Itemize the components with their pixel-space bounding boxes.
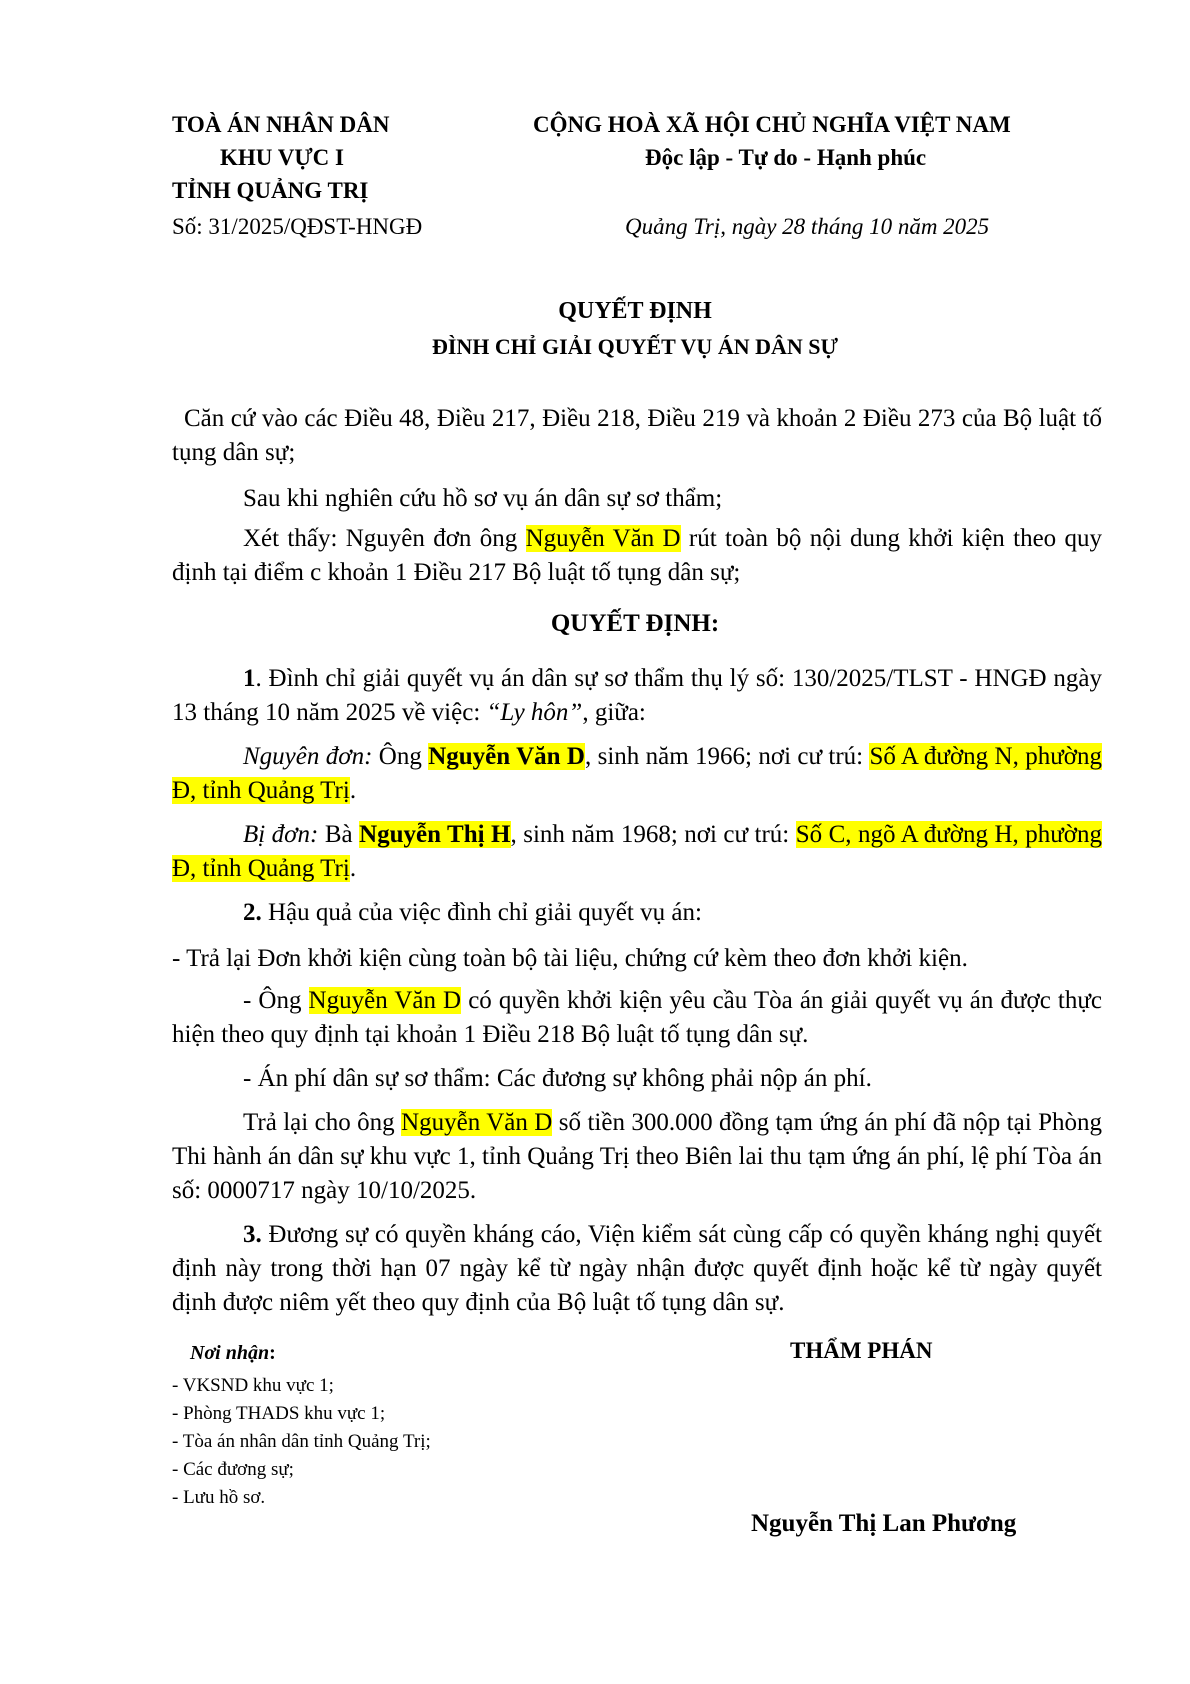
recipients-list <box>172 1372 431 1512</box>
recipient-item: - Các đương sự; <box>172 1459 294 1480</box>
recipient-item: - VKSND khu vực 1; <box>172 1375 334 1396</box>
issue-date: Quảng Trị, ngày 28 tháng 10 năm 2025 <box>625 214 990 239</box>
basis-paragraph-2: Sau khi nghiên cứu hồ sơ vụ án dân sự sơ thẩm; <box>243 485 723 512</box>
decision-item-1: 1. Đình chỉ giải quyết vụ án dân sự sơ thẩm thụ lý số: 130/2025/TLST - HNGĐ ngày 13 tháng 10 năm 2025 về việc: “Ly hôn”, giữa: <box>172 665 1102 726</box>
court-name-line1: TOÀ ÁN NHÂN DÂN <box>172 112 390 137</box>
recipient-item: - Lưu hồ sơ. <box>172 1487 266 1508</box>
document-subtitle: ĐÌNH CHỈ GIẢI QUYẾT VỤ ÁN DÂN SỰ <box>431 334 839 359</box>
decision-number: Số: 31/2025/QĐST-HNGĐ <box>172 214 423 239</box>
consequence-line-4: Trả lại cho ông Nguyễn Văn D số tiền 300.000 đồng tạm ứng án phí đã nộp tại Phòng Thi hành án dân sự khu vực 1, tỉnh Quảng Trị theo Biên lai thu tạm ứng án phí, lệ phí Tòa án số: 0000717 ngày 10/10/2025. <box>172 1109 1103 1204</box>
defendant-paragraph: Bị đơn: Bà Nguyễn Thị H, sinh năm 1968; nơi cư trú: Số C, ngõ A đường H, phường Đ, tỉnh Quảng Trị. <box>172 821 1102 882</box>
plaintiff-name-highlight-3: Nguyễn Văn D <box>401 1109 553 1136</box>
document-title: QUYẾT ĐỊNH <box>558 298 712 324</box>
consequence-line-2: - Ông Nguyễn Văn D có quyền khởi kiện yêu cầu Tòa án giải quyết vụ án được thực hiện theo quy định tại khoản 1 Điều 218 Bộ luật tố tụng dân sự. <box>172 987 1102 1048</box>
judge-name: Nguyễn Thị Lan Phương <box>751 1510 1017 1537</box>
basis-paragraph-1: Căn cứ vào các Điều 48, Điều 217, Điều 218, Điều 219 và khoản 2 Điều 273 của Bộ luật tố tụng dân sự; <box>172 405 1102 466</box>
decision-item-2: 2. Hậu quả của việc đình chỉ giải quyết vụ án: <box>243 899 702 926</box>
decision-heading: QUYẾT ĐỊNH: <box>550 610 720 637</box>
recipients-label: Nơi nhận: <box>190 1342 276 1364</box>
plaintiff-name-highlight-2: Nguyễn Văn D <box>308 987 462 1014</box>
recipient-item: - Tòa án nhân dân tỉnh Quảng Trị; <box>172 1431 431 1452</box>
nation-title: CỘNG HOÀ XÃ HỘI CHỦ NGHĨA VIỆT NAM <box>533 112 1011 137</box>
nation-motto: Độc lập - Tự do - Hạnh phúc <box>645 145 927 170</box>
plaintiff-name: Nguyễn Văn D <box>428 743 585 770</box>
plaintiff-paragraph: Nguyên đơn: Ông Nguyễn Văn D, sinh năm 1966; nơi cư trú: Số A đường N, phường Đ, tỉnh Quảng Trị. <box>172 743 1102 804</box>
basis-paragraph-3: Xét thấy: Nguyên đơn ông Nguyễn Văn D rút toàn bộ nội dung khởi kiện theo quy định tại điểm c khoản 1 Điều 217 Bộ luật tố tụng dân sự; <box>172 525 1102 586</box>
defendant-address: Số C, ngõ A đường H, phường Đ, tỉnh Quảng Trị <box>172 821 1102 882</box>
plaintiff-name-highlight: Nguyễn Văn D <box>525 525 681 552</box>
plaintiff-address: Số A đường N, phường Đ, tỉnh Quảng Trị <box>172 743 1102 804</box>
court-name-line3: TỈNH QUẢNG TRỊ <box>172 178 369 203</box>
recipient-item: - Phòng THADS khu vực 1; <box>172 1403 386 1424</box>
judge-title: THẨM PHÁN <box>790 1338 933 1363</box>
decision-item-3: 3. Đương sự có quyền kháng cáo, Viện kiểm sát cùng cấp có quyền kháng nghị quyết định này trong thời hạn 07 ngày kể từ ngày nhận được quyết định hoặc kể từ ngày quyết định được niêm yết theo quy định của Bộ luật tố tụng dân sự. <box>172 1221 1102 1316</box>
consequence-line-3: - Án phí dân sự sơ thẩm: Các đương sự không phải nộp án phí. <box>243 1065 872 1092</box>
court-name-line2: KHU VỰC I <box>220 145 344 170</box>
defendant-name: Nguyễn Thị H <box>359 821 511 848</box>
consequence-line-1: - Trả lại Đơn khởi kiện cùng toàn bộ tài liệu, chứng cứ kèm theo đơn khởi kiện. <box>172 945 968 972</box>
